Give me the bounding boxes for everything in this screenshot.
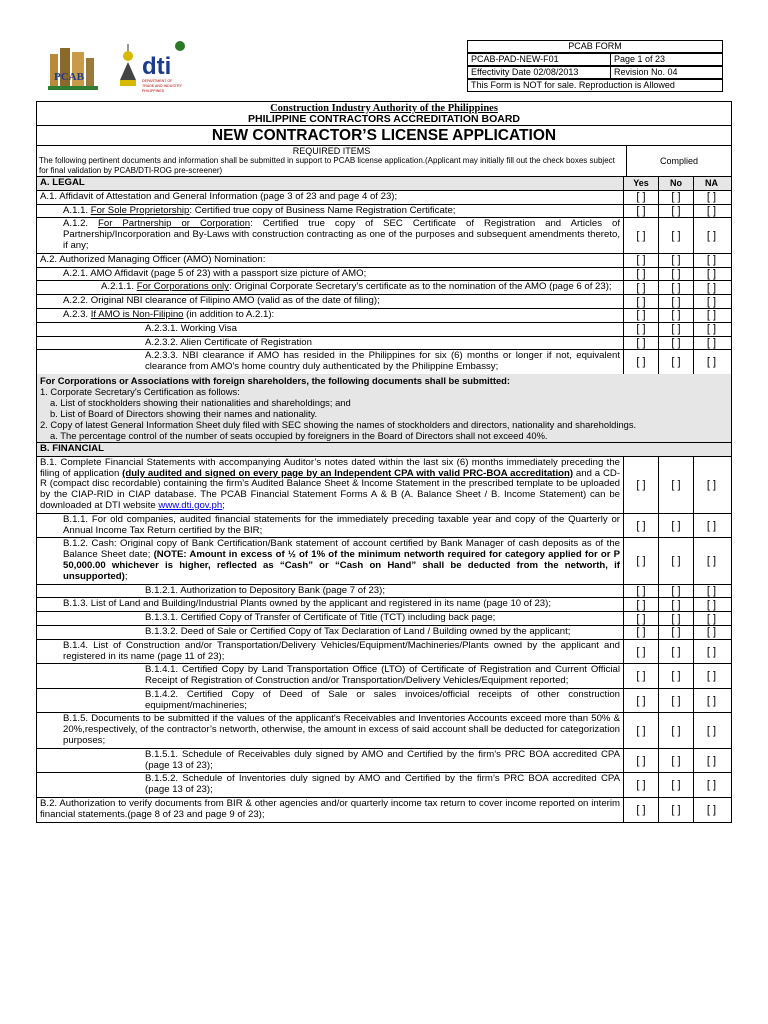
item-text: B.2. Authorization to verify documents from BIR & other agencies and/or quarterly income tax return to cover income reported on interim financial statements.(page 8 of 23 and page 9 of 23); xyxy=(37,798,624,822)
checkbox-na[interactable]: [ ] xyxy=(706,336,717,349)
checkbox-na[interactable]: [ ] xyxy=(706,724,717,737)
item-text-b11: B.1.1. For old companies, audited financial statements for the immediately preceding taxable year and copy of the Quarterly or Annual Income Tax Return certified by the BIR; xyxy=(37,514,624,538)
item-text: A.1. Affidavit of Attestation and General Information (page 3 of 23 and page 4 of 23); xyxy=(37,191,624,204)
checkbox-na[interactable]: [ ] xyxy=(706,323,717,336)
item-row xyxy=(37,254,731,268)
item-text: B.1.5.1. Schedule of Receivables duly signed by AMO and Certified by the firm’s PRC BOA accredited CPA (page 13 of 23); xyxy=(37,749,624,773)
svg-text:DEPARTMENT OF: DEPARTMENT OF xyxy=(142,79,173,83)
checkbox-na[interactable]: [ ] xyxy=(706,598,717,611)
note-line: 1. Corporate Secretary's Certification as follows: xyxy=(40,385,240,397)
item-row xyxy=(37,713,731,748)
section-financial-title: B. FINANCIAL xyxy=(40,442,104,454)
checkbox-yes[interactable]: [ ] xyxy=(624,218,659,252)
checkbox-na[interactable]: [ ] xyxy=(706,254,717,267)
item-text: A.2. Authorized Managing Officer (AMO) Nomination: xyxy=(37,254,624,267)
complied-label: Complied xyxy=(659,156,699,166)
checkbox-na[interactable]: [ ] xyxy=(706,694,717,707)
form-info-box xyxy=(467,40,723,92)
checkbox-no[interactable]: [ ] xyxy=(659,749,694,773)
checkbox-no[interactable]: [ ] xyxy=(659,309,694,322)
item-row xyxy=(37,205,731,219)
section-legal-header xyxy=(37,177,731,191)
checkbox-yes[interactable]: [ ] xyxy=(624,749,659,773)
checkbox-na[interactable]: [ ] xyxy=(706,356,717,369)
checkbox-yes[interactable]: [ ] xyxy=(624,514,659,538)
col-yes: Yes xyxy=(624,177,659,190)
section-legal-title: A. LEGAL xyxy=(37,177,624,190)
application-form xyxy=(36,101,732,823)
checkbox-no[interactable]: [ ] xyxy=(659,281,694,294)
checkbox-no[interactable]: [ ] xyxy=(659,798,694,822)
checkbox-no[interactable]: [ ] xyxy=(659,538,694,583)
item-text: A.2.1. AMO Affidavit (page 5 of 23) with a passport size picture of AMO; xyxy=(37,268,624,281)
checkbox-no[interactable]: [ ] xyxy=(659,337,694,350)
item-row xyxy=(37,798,731,822)
item-row xyxy=(37,598,731,612)
checkbox-yes[interactable]: [ ] xyxy=(624,268,659,281)
checkbox-yes[interactable]: [ ] xyxy=(624,254,659,267)
checkbox-yes[interactable]: [ ] xyxy=(624,309,659,322)
checkbox-no[interactable]: [ ] xyxy=(659,612,694,625)
svg-text:TRADE AND INDUSTRY: TRADE AND INDUSTRY xyxy=(142,84,182,88)
item-text: B.1.4.2. Certified Copy of Deed of Sale or sales invoices/official receipts of other construction equipment/machineries; xyxy=(37,689,624,713)
item-text: A.2.3.2. Alien Certificate of Registration xyxy=(37,337,624,350)
item-text: A.2.3.1. Working Visa xyxy=(37,323,624,336)
checkbox-no[interactable]: [ ] xyxy=(659,640,694,664)
item-row xyxy=(37,350,731,374)
checkbox-na[interactable]: [ ] xyxy=(706,554,717,567)
checkbox-na[interactable]: [ ] xyxy=(706,626,717,639)
checkbox-yes[interactable]: [ ] xyxy=(624,798,659,822)
item-text: B.1.3. List of Land and Building/Industrial Plants owned by the applicant and registered in its name (page 10 of 23); xyxy=(37,598,624,611)
item-text: A.1.2. For Partnership or Corporation: Certified true copy of SEC Certificate of Registration and Articles of Partnership/Incorporation and By-Laws with construction contracting as one of the purposes and subsequent amendments thereto, if any; xyxy=(37,218,624,252)
checkbox-na[interactable]: [ ] xyxy=(706,229,717,242)
pcab-logo-text: PCAB xyxy=(54,71,84,83)
checkbox-no[interactable]: [ ] xyxy=(659,713,694,747)
checkbox-no[interactable]: [ ] xyxy=(659,254,694,267)
checkbox-no[interactable]: [ ] xyxy=(659,295,694,308)
intro-text: The following pertinent documents and information shall be submitted in support to PCAB license application.(Applicant may initially fill out the check boxes subject for final validation by PCAB/DTI-ROG pre-screener) xyxy=(39,156,615,175)
note-line: 2. Copy of latest General Information Sheet duly filed with SEC showing the names of stockholders and directors, nationality and shareholdings. xyxy=(40,418,637,430)
checkbox-no[interactable]: [ ] xyxy=(659,664,694,688)
item-text: B.1.4.1. Certified Copy by Land Transportation Office (LTO) of Certificate of Registration and Current Official Receipt of Registration of Construction and/or Transportation/Delivery Vehicles/Equipment reported; xyxy=(37,664,624,688)
item-row xyxy=(37,309,731,323)
item-text-b1: B.1. Complete Financial Statements with accompanying Auditor’s notes dated within the last six (6) months immediately preceding the filing of application (duly audited and signed on every page by an Independent CPA with valid PRC-BOA accreditation) and a CD-R (compact disc recordable) containing the firm’s Audited Balance Sheet & Income Statement in the prescribed template to be uploaded by the CIAP-RID in CIAP database. The PCAB Financial Statement Forms A & B (A. Balance Sheet / B. Income Statement) can be downloaded at DTI website www.dti.gov.ph; xyxy=(37,457,624,513)
item-row xyxy=(37,323,731,337)
form-title: PCAB FORM xyxy=(568,41,622,51)
checkbox-yes[interactable]: [ ] xyxy=(624,626,659,639)
note-line: b. List of Board of Directors showing their names and nationality. xyxy=(50,407,318,419)
svg-text:PHILIPPINES: PHILIPPINES xyxy=(142,89,165,93)
checkbox-na[interactable]: [ ] xyxy=(706,281,717,294)
checkbox-yes[interactable]: [ ] xyxy=(624,713,659,747)
checkbox-na[interactable]: [ ] xyxy=(706,309,717,322)
col-no: No xyxy=(659,177,694,190)
form-notice: This Form is NOT for sale. Reproduction is Allowed xyxy=(471,80,675,90)
checkbox-yes[interactable]: [ ] xyxy=(624,585,659,598)
checkbox-na[interactable]: [ ] xyxy=(706,754,717,767)
checkbox-no[interactable]: [ ] xyxy=(659,585,694,598)
checkbox-no[interactable]: [ ] xyxy=(659,218,694,252)
item-text: B.1.3.1. Certified Copy of Transfer of Certificate of Title (TCT) including back page; xyxy=(37,612,624,625)
checkbox-na[interactable]: [ ] xyxy=(706,803,717,816)
revision-no: Revision No. 04 xyxy=(614,67,678,77)
effectivity-date: Effectivity Date 02/08/2013 xyxy=(468,67,611,78)
note-heading: For Corporations or Associations with foreign shareholders, the following documents shall be submitted: xyxy=(40,374,511,386)
item-row xyxy=(37,268,731,282)
checkbox-yes[interactable]: [ ] xyxy=(624,350,659,374)
item-row xyxy=(37,689,731,714)
item-text: A.2.3. If AMO is Non-Filipino (in addition to A.2.1): xyxy=(37,309,624,322)
item-text-b12: B.1.2. Cash: Original copy of Bank Certification/Bank statement of account certified by Bank Manager of cash deposits as of the Balance Sheet date; (NOTE: Amount in excess of ½ of 1% of the minimum networth required for category applied for or P 50,000.00 whichever is higher, reflected as “Cash” or “Cash on Hand” shall be deducted from the networth, if unsupported); xyxy=(37,538,624,583)
note-line: a. List of stockholders showing their nationalities and shareholdings; and xyxy=(50,396,351,408)
form-header xyxy=(37,102,731,126)
item-text: B.1.4. List of Construction and/or Transportation/Delivery Vehicles/Equipment/Machineries/Plants owned by the applicant and registered in its name (page 11 of 23); xyxy=(37,640,624,664)
checkbox-no[interactable]: [ ] xyxy=(659,598,694,611)
item-row xyxy=(37,640,731,665)
item-text: A.2.1.1. For Corporations only: Original Corporate Secretary's certificate as to the nomination of the AMO (page 6 of 23); xyxy=(37,281,624,294)
checkbox-na[interactable]: [ ] xyxy=(706,779,717,792)
checkbox-yes[interactable]: [ ] xyxy=(624,689,659,713)
item-row xyxy=(37,749,731,774)
checkbox-na[interactable]: [ ] xyxy=(706,645,717,658)
note-line: a. The percentage control of the number of seats occupied by foreigners in the Board of Directors shall not exceed 40%. xyxy=(50,429,548,441)
required-items-header xyxy=(37,146,731,177)
foreign-shareholders-note xyxy=(37,374,731,443)
item-text: A.2.3.3. NBI clearance if AMO has resided in the Philippines for six (6) months or longer if not, equivalent clearance from AMO's home country duly authenticated by the Philippine Embassy; xyxy=(37,350,624,374)
checkbox-yes[interactable]: [ ] xyxy=(624,281,659,294)
form-code: PCAB-PAD-NEW-F01 xyxy=(468,54,611,65)
item-row xyxy=(37,337,731,351)
checkbox-no[interactable]: [ ] xyxy=(659,626,694,639)
item-row xyxy=(37,626,731,640)
checkbox-na[interactable]: [ ] xyxy=(706,478,717,491)
checkbox-yes[interactable]: [ ] xyxy=(624,538,659,583)
section-financial-header xyxy=(37,443,731,457)
checkbox-no[interactable]: [ ] xyxy=(659,514,694,538)
item-text: B.1.5.2. Schedule of Inventories duly signed by AMO and Certified by the firm’s PRC BOA accredited CPA (page 13 of 23); xyxy=(37,773,624,797)
pcab-logo xyxy=(46,40,216,98)
item-row-b12 xyxy=(37,538,731,584)
checkbox-yes[interactable]: [ ] xyxy=(624,323,659,336)
emblem-icon xyxy=(120,44,136,86)
item-row-b1 xyxy=(37,457,731,514)
item-row xyxy=(37,585,731,599)
checkbox-no[interactable]: [ ] xyxy=(659,191,694,204)
item-row xyxy=(37,295,731,309)
dti-logo xyxy=(142,41,185,93)
checkbox-yes[interactable]: [ ] xyxy=(624,457,659,513)
item-text: B.1.5. Documents to be submitted if the values of the applicant's Receivables and Inventories Accounts exceed more than 50% & 20%,respectively, of the contractor’s networth, otherwise, the amount in excess of said account shall be deducted for categorization purposes; xyxy=(37,713,624,747)
checkbox-na[interactable]: [ ] xyxy=(706,204,717,217)
col-na: NA xyxy=(705,178,718,189)
item-row xyxy=(37,281,731,295)
authority-name: Construction Industry Authority of the Philippines xyxy=(270,103,498,114)
checkbox-yes[interactable]: [ ] xyxy=(624,664,659,688)
checkbox-yes[interactable]: [ ] xyxy=(624,191,659,204)
checkbox-yes[interactable]: [ ] xyxy=(624,773,659,797)
logos xyxy=(46,40,216,98)
checkbox-no[interactable]: [ ] xyxy=(659,773,694,797)
checkbox-yes[interactable]: [ ] xyxy=(624,598,659,611)
item-row xyxy=(37,773,731,798)
svg-text:dti: dti xyxy=(142,53,172,80)
checkbox-no[interactable]: [ ] xyxy=(659,323,694,336)
checkbox-yes[interactable]: [ ] xyxy=(624,295,659,308)
checkbox-no[interactable]: [ ] xyxy=(659,689,694,713)
checkbox-na[interactable]: [ ] xyxy=(706,612,717,625)
required-items-label: REQUIRED ITEMS xyxy=(292,146,371,156)
item-row xyxy=(37,191,731,205)
checkbox-na[interactable]: [ ] xyxy=(706,584,717,597)
dti-website-link[interactable]: www.dti.gov.ph xyxy=(158,499,223,511)
checkbox-na[interactable]: [ ] xyxy=(706,191,717,204)
checkbox-yes[interactable]: [ ] xyxy=(624,337,659,350)
checkbox-yes[interactable]: [ ] xyxy=(624,640,659,664)
page-title: NEW CONTRACTOR’S LICENSE APPLICATION xyxy=(37,126,731,146)
checkbox-na[interactable]: [ ] xyxy=(706,519,717,532)
item-row-b11 xyxy=(37,514,731,539)
checkbox-yes[interactable]: [ ] xyxy=(624,205,659,218)
checkbox-no[interactable]: [ ] xyxy=(659,350,694,374)
item-text: A.1.1. For Sole Proprietorship: Certified true copy of Business Name Registration Certificate; xyxy=(37,205,624,218)
item-text: B.1.2.1. Authorization to Depository Bank (page 7 of 23); xyxy=(37,585,624,598)
checkbox-na[interactable]: [ ] xyxy=(706,295,717,308)
checkbox-no[interactable]: [ ] xyxy=(659,268,694,281)
form-page: Page 1 of 23 xyxy=(614,54,666,64)
item-row xyxy=(37,612,731,626)
item-text: B.1.3.2. Deed of Sale or Certified Copy of Tax Declaration of Land / Building owned by the applicant; xyxy=(37,626,624,639)
item-row xyxy=(37,218,731,253)
item-text: A.2.2. Original NBI clearance of Filipino AMO (valid as of the date of filing); xyxy=(37,295,624,308)
checkbox-no[interactable]: [ ] xyxy=(659,457,694,513)
checkbox-no[interactable]: [ ] xyxy=(659,205,694,218)
item-row xyxy=(37,664,731,689)
checkbox-yes[interactable]: [ ] xyxy=(624,612,659,625)
checkbox-na[interactable]: [ ] xyxy=(706,670,717,683)
board-name: PHILIPPINE CONTRACTORS ACCREDITATION BOARD xyxy=(247,113,521,125)
checkbox-na[interactable]: [ ] xyxy=(706,267,717,280)
